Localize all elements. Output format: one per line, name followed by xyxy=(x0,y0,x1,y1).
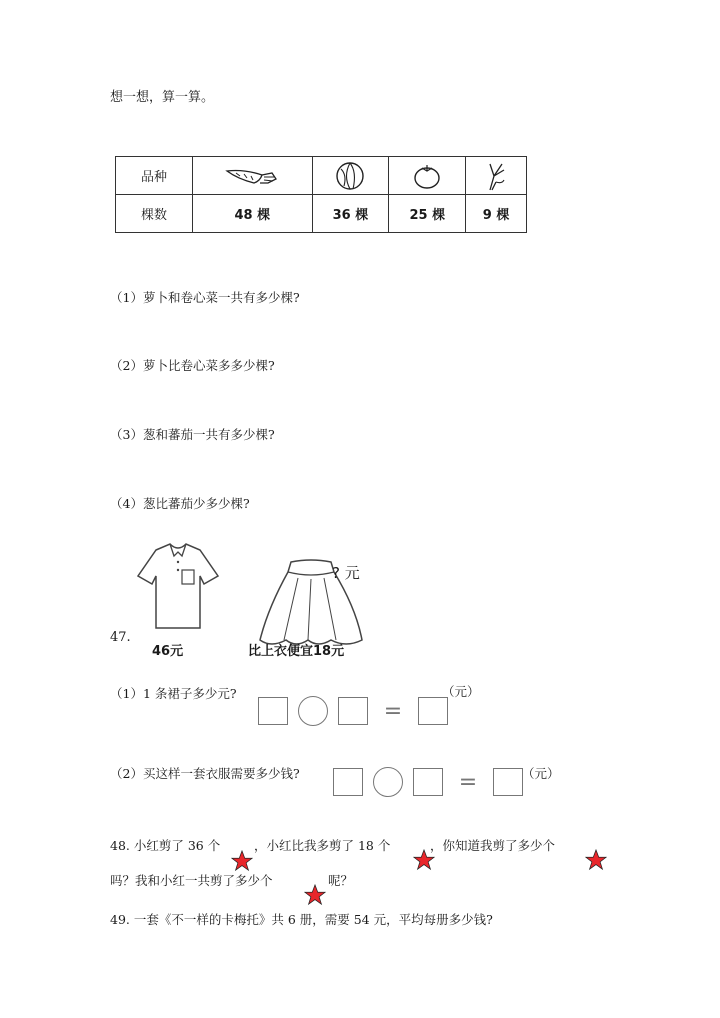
scallion-cell xyxy=(466,157,527,195)
question-47-2: （2）买这样一套衣服需要多少钱? xyxy=(110,766,300,781)
equation-47-1 xyxy=(258,696,448,726)
table-row xyxy=(116,195,527,233)
count-scallion: 9 棵 xyxy=(466,195,527,233)
clothes-illustration xyxy=(128,540,378,662)
question-46-2: （2）萝卜比卷心菜多多少棵? xyxy=(110,358,275,373)
unit-47-1: （元） xyxy=(442,684,480,699)
question-49: 49. 一套《不一样的卡梅托》共 6 册，需要 54 元，平均每册多少钱? xyxy=(110,912,493,927)
count-cabbage: 36 棵 xyxy=(312,195,389,233)
tomato-icon xyxy=(412,162,442,190)
shirt-price: 46元 xyxy=(152,644,184,659)
carrot-cell xyxy=(193,157,313,195)
question-48-line2-a: 吗？我和小红一共剪了多少个 xyxy=(110,873,273,888)
operator-circle[interactable] xyxy=(373,767,403,797)
question-48-line1-b: ，小红比我多剪了 18 个 xyxy=(254,838,391,853)
equals-sign: = xyxy=(458,769,478,795)
star-icon xyxy=(585,849,607,871)
table-header-variety: 品种 xyxy=(116,157,193,195)
table-row xyxy=(116,157,527,195)
star-icon xyxy=(304,884,326,906)
equals-sign: = xyxy=(383,698,403,724)
question-48-line1-c: ，你知道我剪了多少个 xyxy=(430,838,556,853)
question-48-line2-b: 呢？ xyxy=(328,873,354,888)
unit-47-2: （元） xyxy=(522,766,560,781)
table-header-count: 棵数 xyxy=(116,195,193,233)
tomato-cell xyxy=(389,157,466,195)
answer-box[interactable] xyxy=(258,697,288,725)
scallion-icon xyxy=(482,160,510,192)
answer-box[interactable] xyxy=(338,697,368,725)
answer-box[interactable] xyxy=(413,768,443,796)
count-tomato: 25 棵 xyxy=(389,195,466,233)
star-icon xyxy=(231,850,253,872)
answer-box[interactable] xyxy=(418,697,448,725)
carrot-icon xyxy=(224,163,280,189)
count-carrot: 48 棵 xyxy=(193,195,313,233)
operator-circle[interactable] xyxy=(298,696,328,726)
cabbage-icon xyxy=(334,160,366,192)
shirt-icon xyxy=(128,540,228,632)
equation-47-2 xyxy=(333,767,523,797)
instruction: 想一想，算一算。 xyxy=(110,90,215,105)
cabbage-cell xyxy=(312,157,389,195)
answer-box[interactable] xyxy=(493,768,523,796)
vegetable-table xyxy=(115,156,527,233)
question-46-3: （3）葱和蕃茄一共有多少棵? xyxy=(110,427,275,442)
question-47-1: （1）1 条裙子多少元? xyxy=(110,686,237,701)
question-46-4: （4）葱比蕃茄少多少棵? xyxy=(110,496,250,511)
question-48-line1-a: 48. 小红剪了 36 个 xyxy=(110,838,221,853)
skirt-price: ? 元 xyxy=(332,564,360,582)
question-47-number: 47. xyxy=(110,630,131,645)
answer-box[interactable] xyxy=(333,768,363,796)
question-46-1: （1）萝卜和卷心菜一共有多少棵? xyxy=(110,290,300,305)
skirt-note: 比上衣便宜18元 xyxy=(248,644,345,659)
